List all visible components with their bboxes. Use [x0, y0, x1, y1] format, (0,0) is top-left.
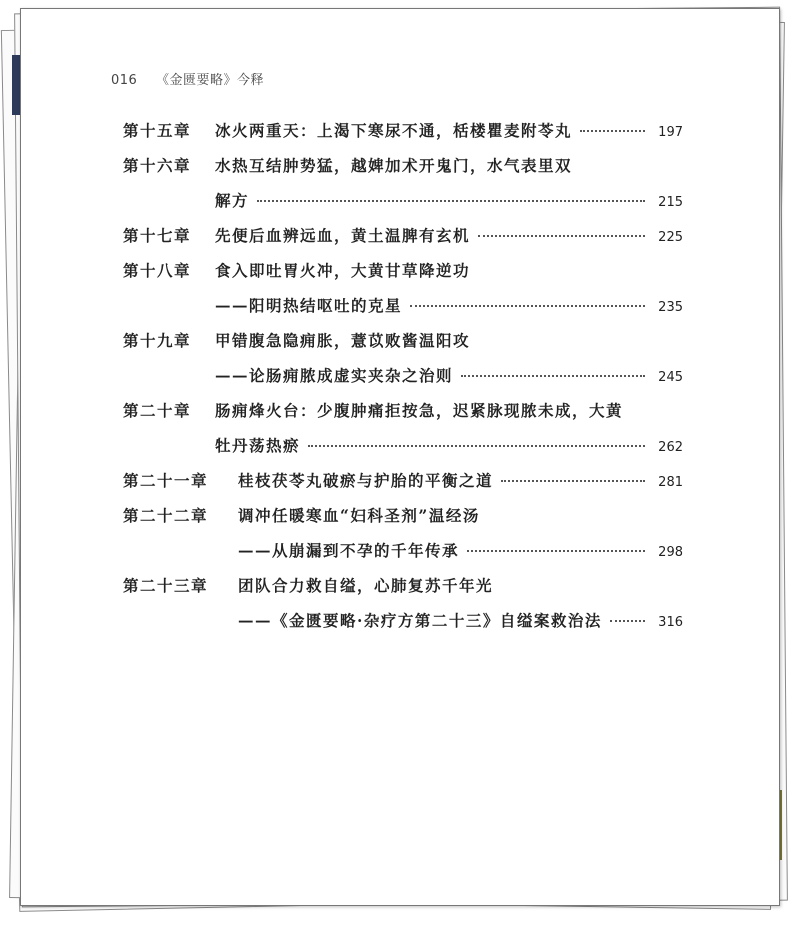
toc-title-text: ——论肠痈脓成虚实夹杂之治则 — [215, 366, 454, 385]
toc-dot-leader — [580, 130, 645, 132]
toc-title-text: 甲错腹急隐痈胀，薏苡败酱温阳攻 — [215, 331, 471, 350]
toc-title-text: 团队合力救自缢，心肺复苏千年光 — [238, 576, 494, 595]
toc-line — [123, 504, 683, 539]
toc-line — [123, 539, 683, 574]
toc-line — [123, 154, 683, 189]
toc-dot-leader — [308, 445, 645, 447]
toc-dot-leader — [478, 235, 645, 237]
toc-page-number[interactable]: 197 — [658, 125, 683, 140]
toc-page-number[interactable]: 225 — [658, 230, 683, 245]
toc-line — [123, 259, 683, 294]
toc-entry[interactable] — [123, 329, 683, 399]
toc-line — [123, 609, 683, 644]
toc-title-text: 牡丹荡热瘀 — [215, 436, 301, 455]
toc-line — [123, 189, 683, 224]
toc-page-number[interactable]: 316 — [658, 615, 683, 630]
toc-page-number[interactable]: 245 — [658, 370, 683, 385]
toc-page-number[interactable]: 281 — [658, 475, 683, 490]
toc-entry[interactable] — [123, 224, 683, 259]
toc-chapter-label: 第十八章 — [123, 261, 192, 280]
toc-entry[interactable] — [123, 504, 683, 574]
toc-entry[interactable] — [123, 259, 683, 329]
toc-dot-leader — [257, 200, 645, 202]
toc-chapter-label: 第十五章 — [123, 121, 192, 140]
toc-dot-leader — [461, 375, 645, 377]
toc-chapter-label: 第十九章 — [123, 331, 192, 350]
toc-title-text: ——从崩漏到不孕的千年传承 — [238, 541, 460, 560]
toc-title-text: ——阳明热结呕吐的克星 — [215, 296, 403, 315]
toc-title-text: ——《金匮要略·杂疗方第二十三》自缢案救治法 — [238, 611, 602, 630]
toc-entry[interactable] — [123, 574, 683, 644]
toc-page-number[interactable]: 235 — [658, 300, 683, 315]
toc-chapter-label: 第十七章 — [123, 226, 192, 245]
toc-entry[interactable] — [123, 399, 683, 469]
toc-dot-leader — [501, 480, 645, 482]
toc-line — [123, 119, 683, 154]
toc-line — [123, 294, 683, 329]
toc-title-text: 解方 — [215, 191, 250, 210]
toc-line — [123, 224, 683, 259]
toc-chapter-label: 第二十二章 — [123, 506, 209, 525]
cover-edge-navy — [12, 55, 20, 115]
toc-chapter-label: 第二十三章 — [123, 576, 209, 595]
toc-dot-leader — [467, 550, 645, 552]
toc-chapter-label: 第二十一章 — [123, 471, 209, 490]
toc-line — [123, 329, 683, 364]
header-page-number: 016 — [111, 73, 138, 88]
running-header — [111, 69, 264, 88]
toc-line — [123, 399, 683, 434]
toc-entry[interactable] — [123, 469, 683, 504]
toc-page-number[interactable]: 215 — [658, 195, 683, 210]
toc-title-text: 先便后血辨远血，黄土温脾有玄机 — [215, 226, 471, 245]
toc-entry[interactable] — [123, 154, 683, 224]
toc-page-number[interactable]: 262 — [658, 440, 683, 455]
toc-line — [123, 469, 683, 504]
toc-title-text: 肠痈烽火台：少腹肿痛拒按急，迟紧脉现脓未成，大黄 — [215, 401, 624, 420]
toc-chapter-label: 第十六章 — [123, 156, 192, 175]
table-of-contents — [123, 119, 683, 644]
toc-line — [123, 364, 683, 399]
toc-title-text: 冰火两重天：上渴下寒尿不通，栝楼瞿麦附苓丸 — [215, 121, 573, 140]
toc-dot-leader — [610, 620, 645, 622]
toc-title-text: 桂枝茯苓丸破瘀与护胎的平衡之道 — [238, 471, 494, 490]
toc-line — [123, 574, 683, 609]
toc-title-text: 水热互结肿势猛，越婢加术开鬼门，水气表里双 — [215, 156, 573, 175]
toc-page-number[interactable]: 298 — [658, 545, 683, 560]
toc-chapter-label: 第二十章 — [123, 401, 192, 420]
toc-entry[interactable] — [123, 119, 683, 154]
header-book-title: 《金匮要略》今释 — [155, 73, 264, 88]
toc-line — [123, 434, 683, 469]
toc-title-text: 调冲任暖寒血“妇科圣剂”温经汤 — [238, 506, 480, 525]
book-page — [20, 8, 780, 906]
toc-title-text: 食入即吐胃火冲，大黄甘草降逆功 — [215, 261, 471, 280]
toc-dot-leader — [410, 305, 645, 307]
